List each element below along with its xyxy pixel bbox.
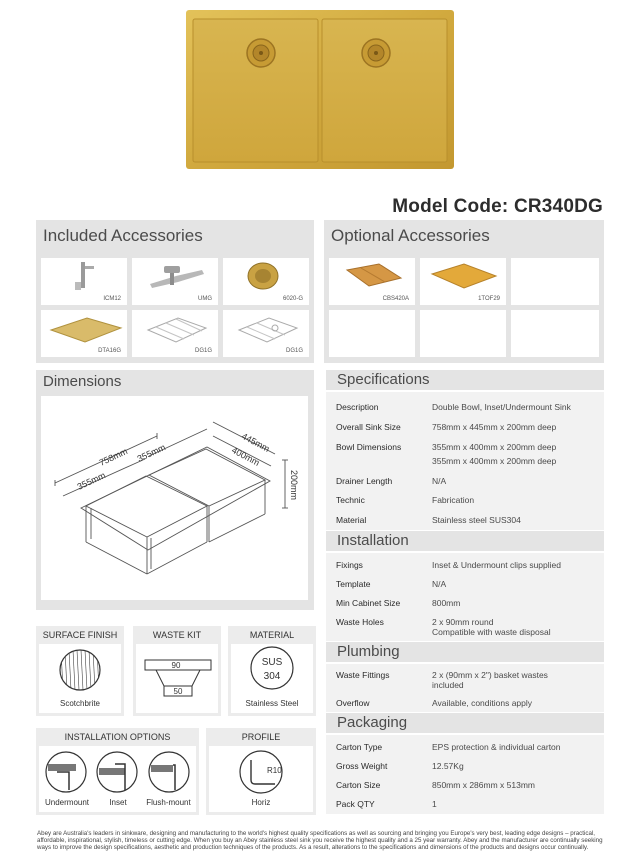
- optional-accessories-panel: [324, 220, 604, 363]
- spec-value: N/A: [432, 476, 447, 486]
- spec-label: Min Cabinet Size: [336, 598, 401, 608]
- accessory-cell-empty: [329, 310, 415, 357]
- accessory-code: 6020-G: [282, 296, 303, 302]
- profile-title: PROFILE: [241, 732, 281, 742]
- accessory-cell: [329, 258, 415, 305]
- specifications-body: [326, 392, 604, 530]
- material-grade-line1: SUS: [261, 657, 283, 668]
- model-code: [392, 196, 603, 218]
- waste-kit-diagram: [136, 644, 218, 713]
- chopping-board-icon: [329, 258, 415, 296]
- accessory-cell: [223, 310, 309, 357]
- accessory-cell: [223, 258, 309, 305]
- spec-label: Waste Fittings: [336, 670, 390, 680]
- dim-label-total: 758mm: [97, 446, 130, 468]
- drain-right-icon: [362, 39, 390, 67]
- spec-value: 2 x 90mm round: [432, 617, 494, 627]
- model-code-label: Model Code:: [392, 196, 509, 217]
- waste-kit-top-size: 90: [171, 661, 181, 670]
- dim-label-bowl2: 355mm: [135, 442, 168, 464]
- undermount-icon: [46, 752, 86, 792]
- spec-label: Carton Size: [336, 780, 381, 790]
- undermount-clip-icon: [132, 258, 218, 296]
- spec-value: Inset & Undermount clips supplied: [432, 560, 561, 570]
- spec-value: included: [432, 680, 464, 690]
- profile-panel: [209, 746, 313, 812]
- install-option-flush-mount: Flush-mount: [146, 798, 191, 807]
- spec-value: 758mm x 445mm x 200mm deep: [432, 422, 557, 432]
- accessory-code: DG1G: [194, 348, 212, 354]
- spec-value: Stainless steel SUS304: [432, 515, 521, 525]
- accessory-code: ICM12: [103, 296, 121, 302]
- included-accessories-panel: [36, 220, 314, 363]
- drainer-tray-icon: [41, 310, 127, 352]
- footer-disclaimer: Abey are Australia's leaders in sinkware, designing and manufacturing to the world's highest quality specifications as well as sourcing and bringing you Europe's very best, leading edge designs – practical, affordable, inspirational, stylish, timeless or cutting edge. When you buy an Abey stainless steel sink you receive the highest quality and a 25 year warranty. Abey and the manufacturer are continually seeking ways to improve the design specifications, aesthetic and production techniques of the products. As a result, alterations to the specifications and dimensions of the products and designs occur continually.: [37, 830, 603, 851]
- included-accessories-title: Included Accessories: [43, 226, 203, 245]
- accessory-code: 1TOF29: [478, 296, 500, 302]
- material-caption: Stainless Steel: [245, 699, 299, 708]
- surface-finish-box: [36, 626, 124, 716]
- material-panel: [231, 644, 313, 713]
- sink-grid-icon: [132, 310, 218, 352]
- waste-kit-panel: [136, 644, 218, 713]
- surface-finish-title: SURFACE FINISH: [42, 630, 118, 640]
- spec-value: 2 x (90mm x 2") basket wastes: [432, 670, 548, 680]
- waste-kit-box: [133, 626, 221, 716]
- dimension-drawing: [41, 396, 308, 600]
- scotchbrite-texture-icon: [39, 644, 121, 696]
- installation-options-box: [36, 728, 199, 815]
- spec-value: 355mm x 400mm x 200mm deep: [432, 456, 557, 466]
- profile-caption: Horiz: [251, 798, 271, 807]
- sink-dimension-diagram: [41, 396, 308, 600]
- packaging-body: [326, 735, 604, 814]
- accessory-cell: [132, 310, 218, 357]
- dim-label-height: 200mm: [289, 470, 299, 501]
- specifications-header: [326, 370, 604, 390]
- surface-finish-caption: Scotchbrite: [59, 699, 101, 708]
- accessory-code: CBS420A: [382, 296, 409, 302]
- profile-box: [206, 728, 316, 815]
- dimensions-title: Dimensions: [43, 373, 122, 390]
- spec-label: Gross Weight: [336, 761, 388, 771]
- basket-waste-icon: [223, 258, 309, 296]
- surface-finish-panel: [39, 644, 121, 713]
- install-option-undermount: Undermount: [44, 798, 90, 807]
- spec-value: EPS protection & individual carton: [432, 742, 561, 752]
- install-option-inset: Inset: [109, 798, 127, 807]
- material-box: [228, 626, 316, 716]
- plumbing-header: [326, 642, 604, 662]
- spec-value: Fabrication: [432, 495, 475, 505]
- installation-options-panel: [39, 746, 196, 812]
- optional-accessories-title: Optional Accessories: [331, 226, 490, 245]
- installation-options-title: INSTALLATION OPTIONS: [64, 732, 171, 742]
- accessory-code: UMG: [198, 296, 212, 302]
- spec-value: 12.57Kg: [432, 761, 464, 771]
- spec-label: Drainer Length: [336, 476, 393, 486]
- waste-kit-title: WASTE KIT: [152, 630, 202, 640]
- accessory-cell: [420, 258, 506, 305]
- spec-column: [326, 370, 604, 814]
- spec-label: Carton Type: [336, 742, 383, 752]
- waste-kit-bottom-size: 50: [173, 687, 183, 696]
- spec-value: Available, conditions apply: [432, 698, 533, 708]
- profile-radius-icon: [209, 746, 313, 798]
- installation-options-icons: [39, 746, 196, 798]
- accessory-code: DTA16G: [98, 348, 121, 354]
- dimensions-panel: [36, 370, 314, 610]
- spec-label: Waste Holes: [336, 617, 384, 627]
- spec-value: N/A: [432, 579, 447, 589]
- accessory-cell-empty: [511, 258, 599, 305]
- accessory-cell: [132, 258, 218, 305]
- spec-label: Template: [336, 579, 371, 589]
- specifications-title: Specifications: [337, 371, 430, 388]
- spec-label: Technic: [336, 495, 365, 505]
- drain-left-icon: [247, 39, 275, 67]
- packaging-header: [326, 713, 604, 733]
- installation-body: [326, 553, 604, 641]
- tap-connector-icon: [41, 258, 127, 296]
- packaging-title: Packaging: [337, 714, 408, 731]
- inset-icon: [97, 752, 137, 792]
- plumbing-body: [326, 664, 604, 712]
- accessory-cell: [41, 310, 127, 357]
- spec-label: Fixings: [336, 560, 363, 570]
- spec-value: 355mm x 400mm x 200mm deep: [432, 442, 557, 452]
- timber-board-icon: [420, 258, 506, 296]
- accessory-cell-empty: [420, 310, 506, 357]
- sink-grid-icon: [223, 310, 309, 352]
- spec-value: 800mm: [432, 598, 461, 608]
- material-badge-icon: [231, 644, 313, 696]
- installation-header: [326, 531, 604, 551]
- spec-label: Overflow: [336, 698, 370, 708]
- spec-label: Material: [336, 515, 367, 525]
- installation-title: Installation: [337, 532, 409, 549]
- dim-label-bowl1: 355mm: [75, 470, 108, 492]
- spec-label: Pack QTY: [336, 799, 375, 809]
- flush-mount-icon: [149, 752, 189, 792]
- profile-radius: R10: [267, 766, 282, 775]
- spec-label: Description: [336, 402, 379, 412]
- sink-photo: [186, 10, 454, 169]
- accessory-cell-empty: [511, 310, 599, 357]
- accessory-cell: [41, 258, 127, 305]
- spec-value: 850mm x 286mm x 513mm: [432, 780, 535, 790]
- spec-value: 1: [432, 799, 437, 809]
- plumbing-title: Plumbing: [337, 643, 400, 660]
- model-code-value: CR340DG: [513, 196, 603, 217]
- accessory-code: DG1G: [285, 348, 303, 354]
- material-title: MATERIAL: [249, 630, 295, 640]
- spec-label: Overall Sink Size: [336, 422, 401, 432]
- spec-value: Compatible with waste disposal: [432, 627, 551, 637]
- dim-label-depth-outer: 445mm: [240, 430, 272, 454]
- material-grade-line2: 304: [263, 671, 281, 682]
- dim-label-depth-inner: 400mm: [230, 444, 262, 468]
- spec-value: Double Bowl, Inset/Undermount Sink: [432, 402, 571, 412]
- spec-label: Bowl Dimensions: [336, 442, 402, 452]
